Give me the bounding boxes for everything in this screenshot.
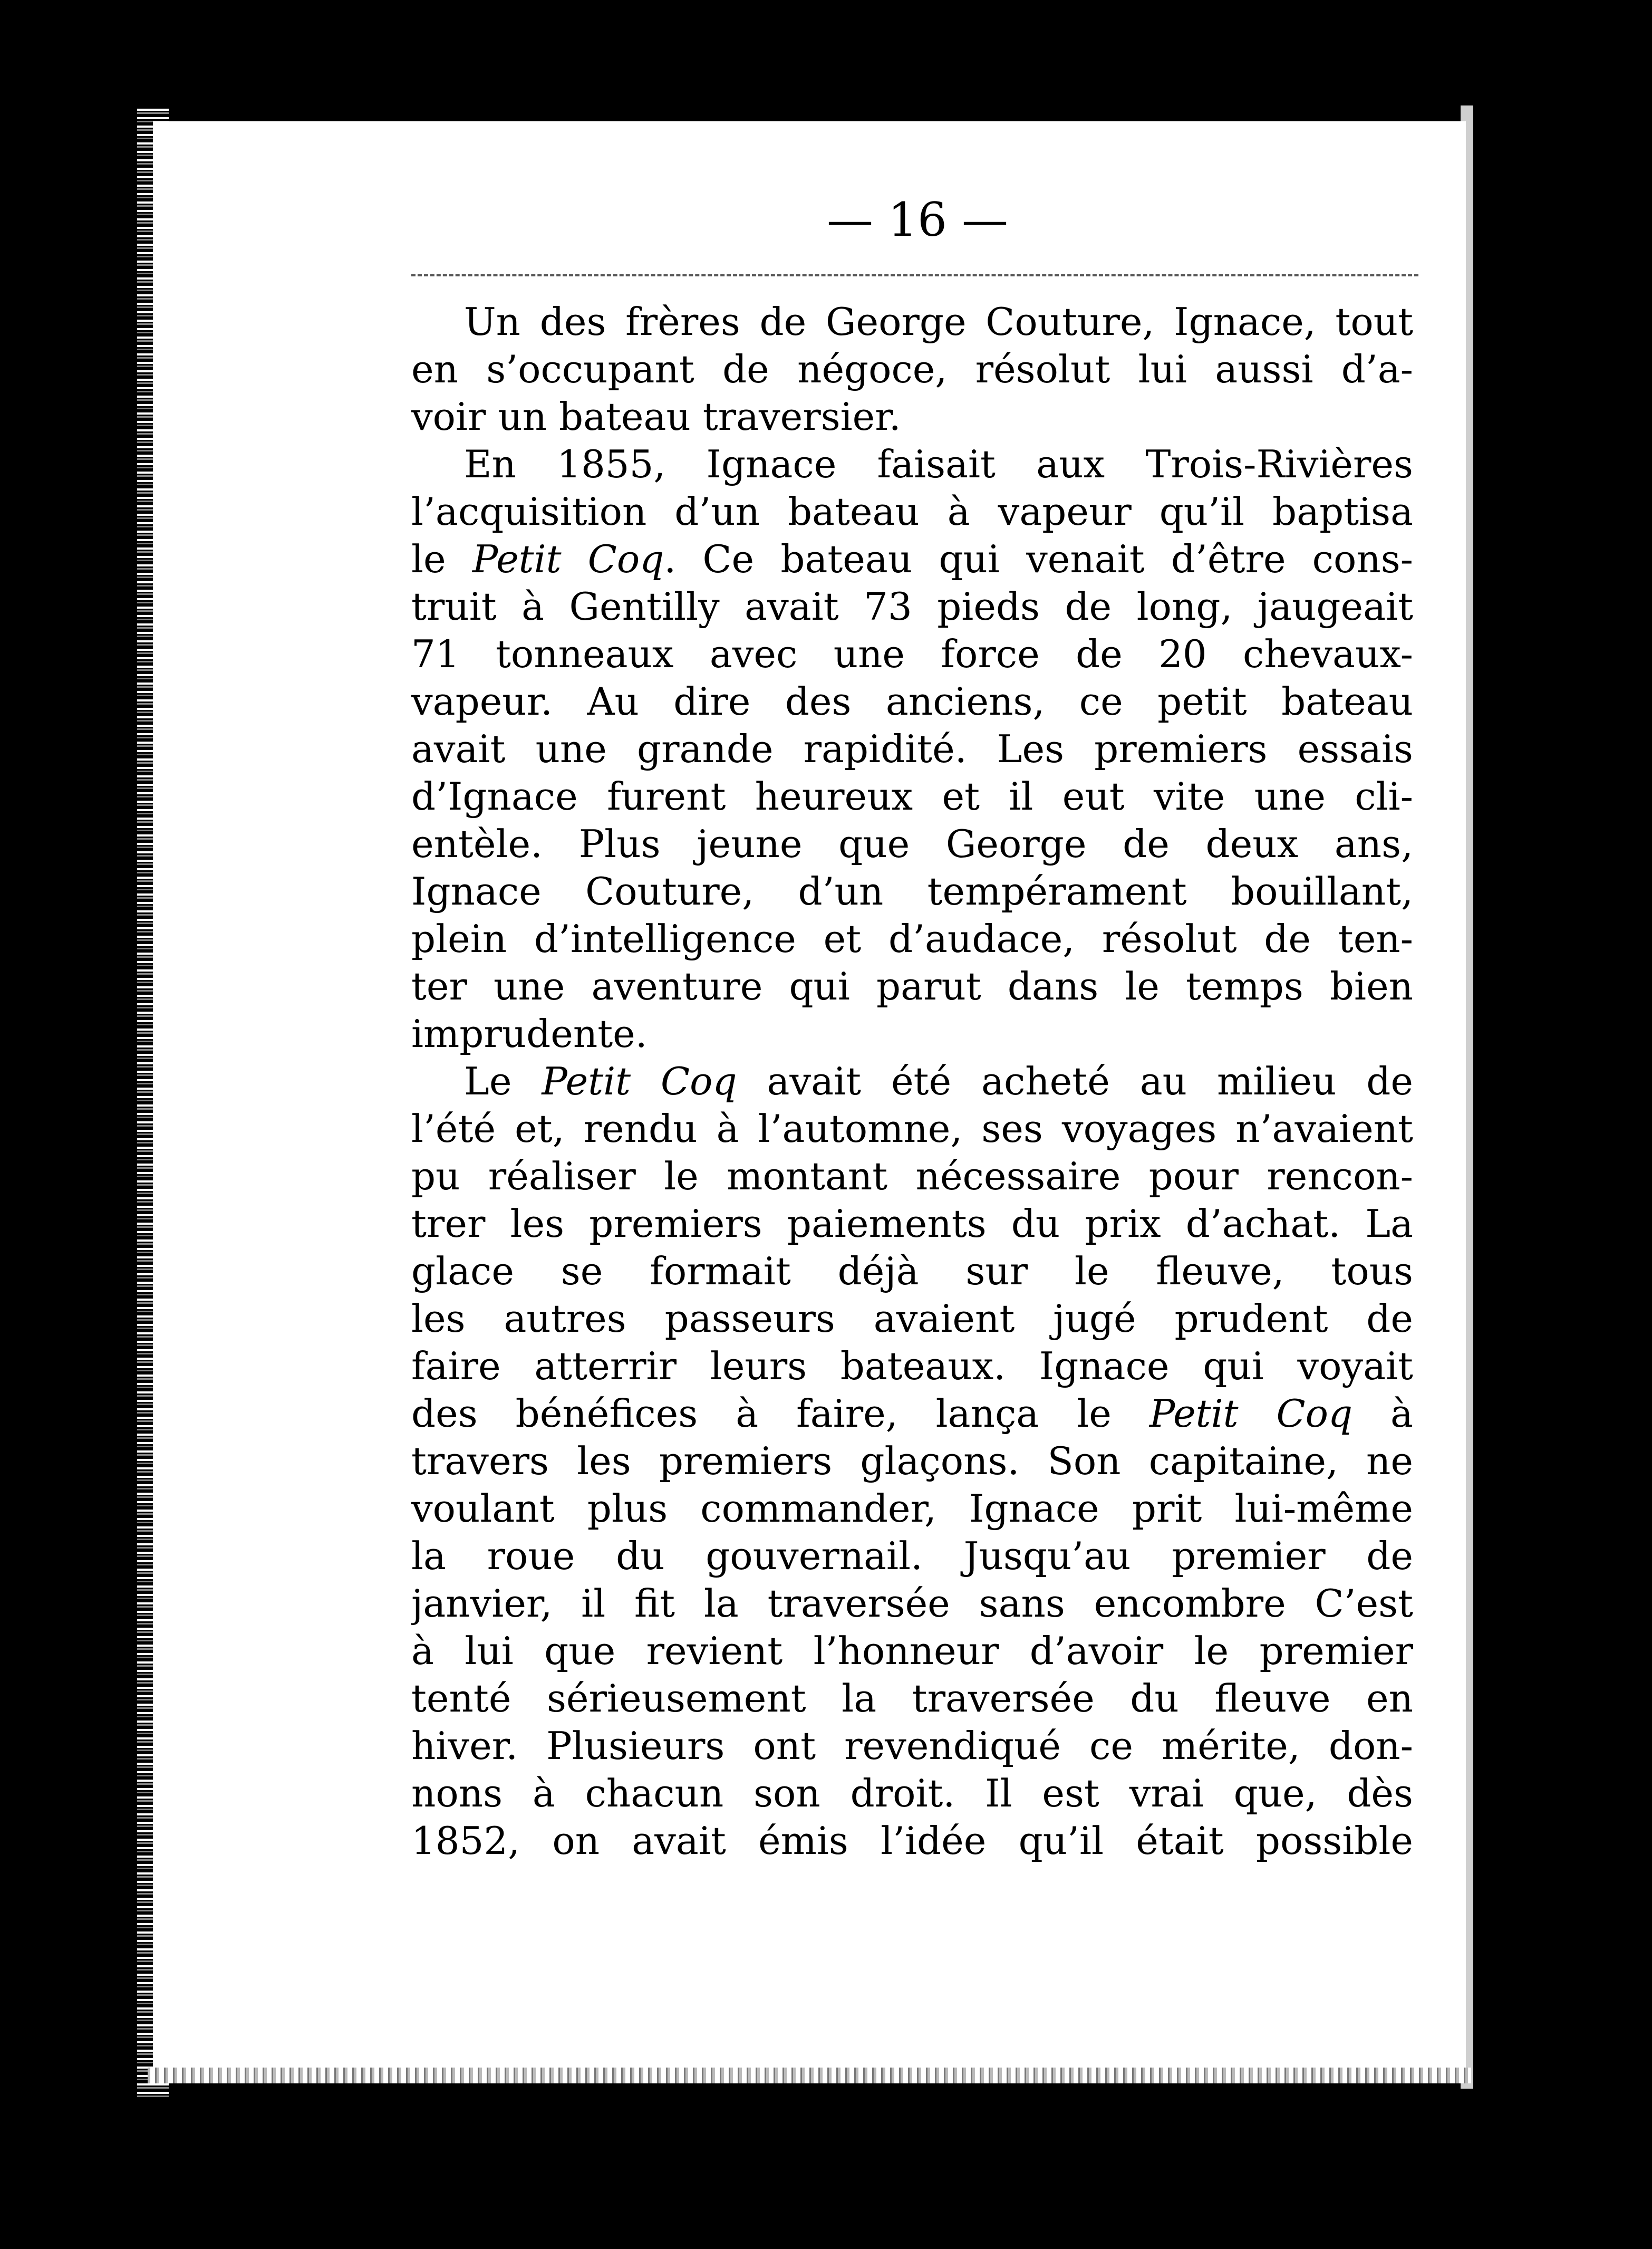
text-line: la roue du gouvernail. Jusqu’au premier de: [411, 1534, 1413, 1578]
text-line: l’été et, rendu à l’automne, ses voyages n’avaient: [411, 1107, 1413, 1151]
text-line: 1852, on avait émis l’idée qu’il était possible: [411, 1819, 1413, 1863]
text-line: 71 tonneaux avec une force de 20 chevaux-: [411, 632, 1413, 676]
text-line: tenté sérieusement la traversée du fleuve en: [411, 1676, 1413, 1721]
text-line: janvier, il fit la traversée sans encombre C’est: [411, 1581, 1413, 1626]
text-run: avait été acheté au milieu de: [737, 1059, 1413, 1103]
text-line: faire atterrir leurs bateaux. Ignace qui voyait: [411, 1344, 1413, 1388]
text-line: Ignace Couture, d’un tempérament bouillant,: [411, 869, 1413, 914]
italic-boat-name: Petit Coq: [542, 1059, 737, 1103]
text-run: le: [411, 537, 472, 581]
text-line: hiver. Plusieurs ont revendiqué ce mérite, don-: [411, 1724, 1413, 1768]
text-line: Un des frères de George Couture, Ignace, tout: [464, 300, 1413, 344]
text-line: voulant plus commander, Ignace prit lui-même: [411, 1486, 1413, 1531]
text-line: [411, 535, 1413, 583]
italic-boat-name: Petit Coq: [1149, 1391, 1353, 1436]
body-text: [411, 298, 1413, 1864]
text-line: l’acquisition d’un bateau à vapeur qu’il baptisa: [411, 489, 1413, 534]
text-line: vapeur. Au dire des anciens, ce petit bateau: [411, 679, 1413, 724]
text-line: en s’occupant de négoce, résolut lui aussi d’a-: [411, 347, 1413, 391]
text-run: à: [1352, 1391, 1413, 1436]
text-line: [411, 1390, 1413, 1437]
text-line: ter une aventure qui parut dans le temps bien: [411, 964, 1413, 1008]
text-line: trer les premiers paiements du prix d’achat. La: [411, 1202, 1413, 1246]
text-line: nons à chacun son droit. Il est vrai que, dès: [411, 1771, 1413, 1815]
text-line: les autres passeurs avaient jugé prudent de: [411, 1296, 1413, 1341]
text-line: d’Ignace furent heureux et il eut vite une cli-: [411, 774, 1413, 819]
text-run: des bénéfices à faire, lança le: [411, 1391, 1149, 1436]
text-line: truit à Gentilly avait 73 pieds de long, jaugeait: [411, 584, 1413, 629]
text-line: imprudente.: [411, 1012, 648, 1056]
text-line: entèle. Plus jeune que George de deux ans,: [411, 822, 1413, 866]
text-line: voir un bateau traversier.: [411, 395, 901, 439]
page-bottom-edge: [148, 2068, 1471, 2083]
text-line: travers les premiers glaçons. Son capitaine, ne: [411, 1439, 1413, 1483]
text-line: [411, 1058, 1413, 1105]
text-run: . Ce bateau qui venait d’être cons-: [664, 537, 1413, 581]
text-line: à lui que revient l’honneur d’avoir le premier: [411, 1629, 1413, 1673]
italic-boat-name: Petit Coq: [472, 537, 664, 581]
text-run: Le: [464, 1059, 542, 1103]
text-line: glace se formait déjà sur le fleuve, tous: [411, 1249, 1413, 1293]
header-rule: [411, 274, 1418, 276]
text-line: pu réaliser le montant nécessaire pour rencon-: [411, 1154, 1413, 1198]
text-line: avait une grande rapidité. Les premiers essais: [411, 727, 1413, 771]
text-line: plein d’intelligence et d’audace, résolut de ten-: [411, 917, 1413, 961]
page-number: — 16 —: [827, 193, 1008, 247]
text-line: En 1855, Ignace faisait aux Trois-Rivières: [464, 442, 1413, 486]
